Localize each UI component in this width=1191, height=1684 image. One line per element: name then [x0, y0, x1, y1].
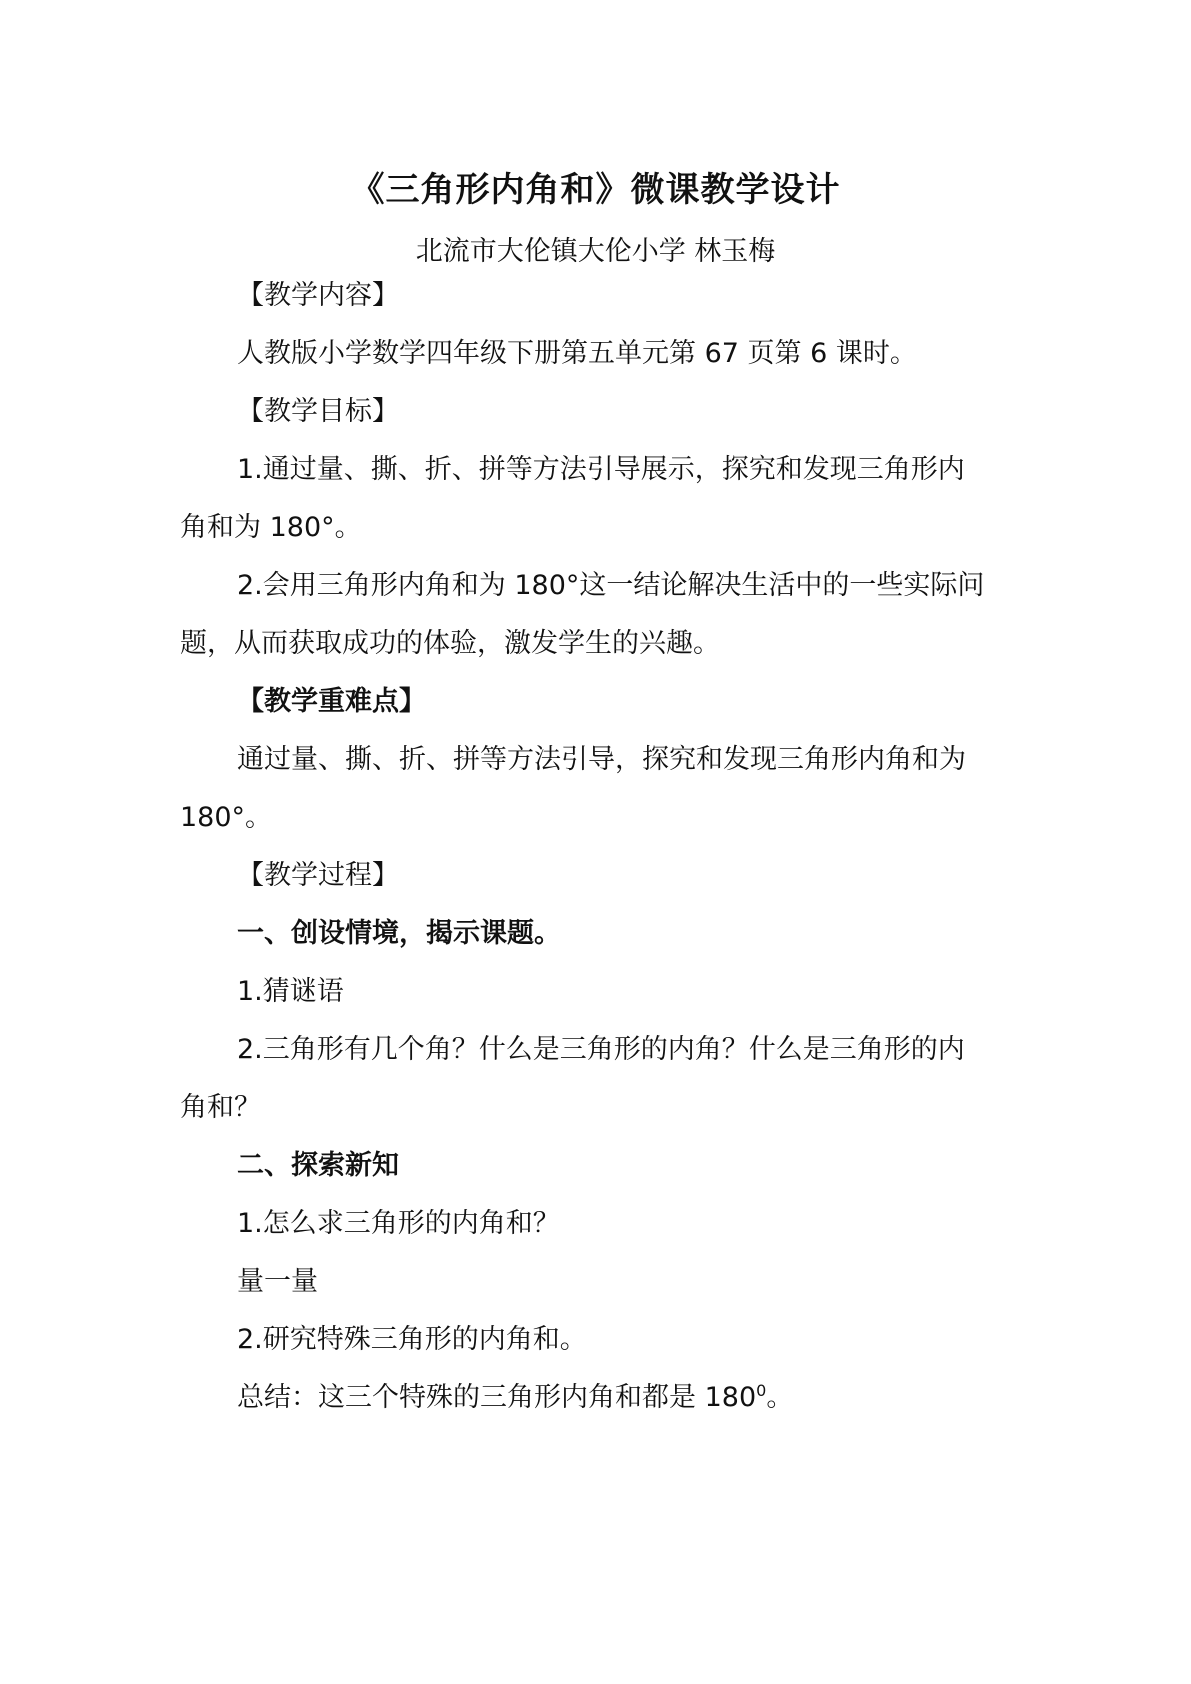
document-author: 北流市大伦镇大伦小学 林玉梅 — [415, 236, 776, 267]
goals-heading: 【教学目标】 — [237, 396, 399, 427]
goal-2-line-2: 题，从而获取成功的体验，激发学生的兴趣。 — [180, 628, 720, 659]
summary-end: 。 — [766, 1382, 794, 1413]
goal-1-line-2: 角和为 180°。 — [180, 512, 362, 543]
goal-1-line-1: 1.通过量、撕、折、拼等方法引导展示，探究和发现三角形内 — [237, 454, 965, 485]
summary-text: 总结：这三个特殊的三角形内角和都是 180 — [237, 1382, 757, 1413]
keypoints-heading: 【教学重难点】 — [237, 686, 426, 717]
section-2-heading: 二、探索新知 — [237, 1150, 399, 1181]
section-2-item-2: 2.研究特殊三角形的内角和。 — [237, 1324, 587, 1355]
section-1-heading: 一、创设情境，揭示课题。 — [237, 918, 561, 949]
keypoints-line-2: 180°。 — [180, 802, 273, 833]
goal-2-line-1: 2.会用三角形内角和为 180°这一结论解决生活中的一些实际问 — [237, 570, 985, 601]
section-1-item-2-line-2: 角和？ — [180, 1092, 261, 1123]
content-heading: 【教学内容】 — [237, 280, 399, 311]
keypoints-line-1: 通过量、撕、折、拼等方法引导，探究和发现三角形内角和为 — [237, 744, 966, 775]
section-1-item-2-line-1: 2.三角形有几个角？什么是三角形的内角？什么是三角形的内 — [237, 1034, 965, 1065]
summary-line — [237, 1378, 793, 1418]
document-title: 《三角形内角和》微课教学设计 — [350, 170, 841, 210]
section-1-item-1: 1.猜谜语 — [237, 976, 344, 1007]
section-2-item-1: 1.怎么求三角形的内角和？ — [237, 1208, 560, 1239]
section-2-item-1-sub: 量一量 — [237, 1266, 318, 1297]
content-text: 人教版小学数学四年级下册第五单元第 67 页第 6 课时。 — [237, 338, 917, 369]
summary-superscript: 0 — [756, 1381, 767, 1400]
process-heading: 【教学过程】 — [237, 860, 399, 891]
